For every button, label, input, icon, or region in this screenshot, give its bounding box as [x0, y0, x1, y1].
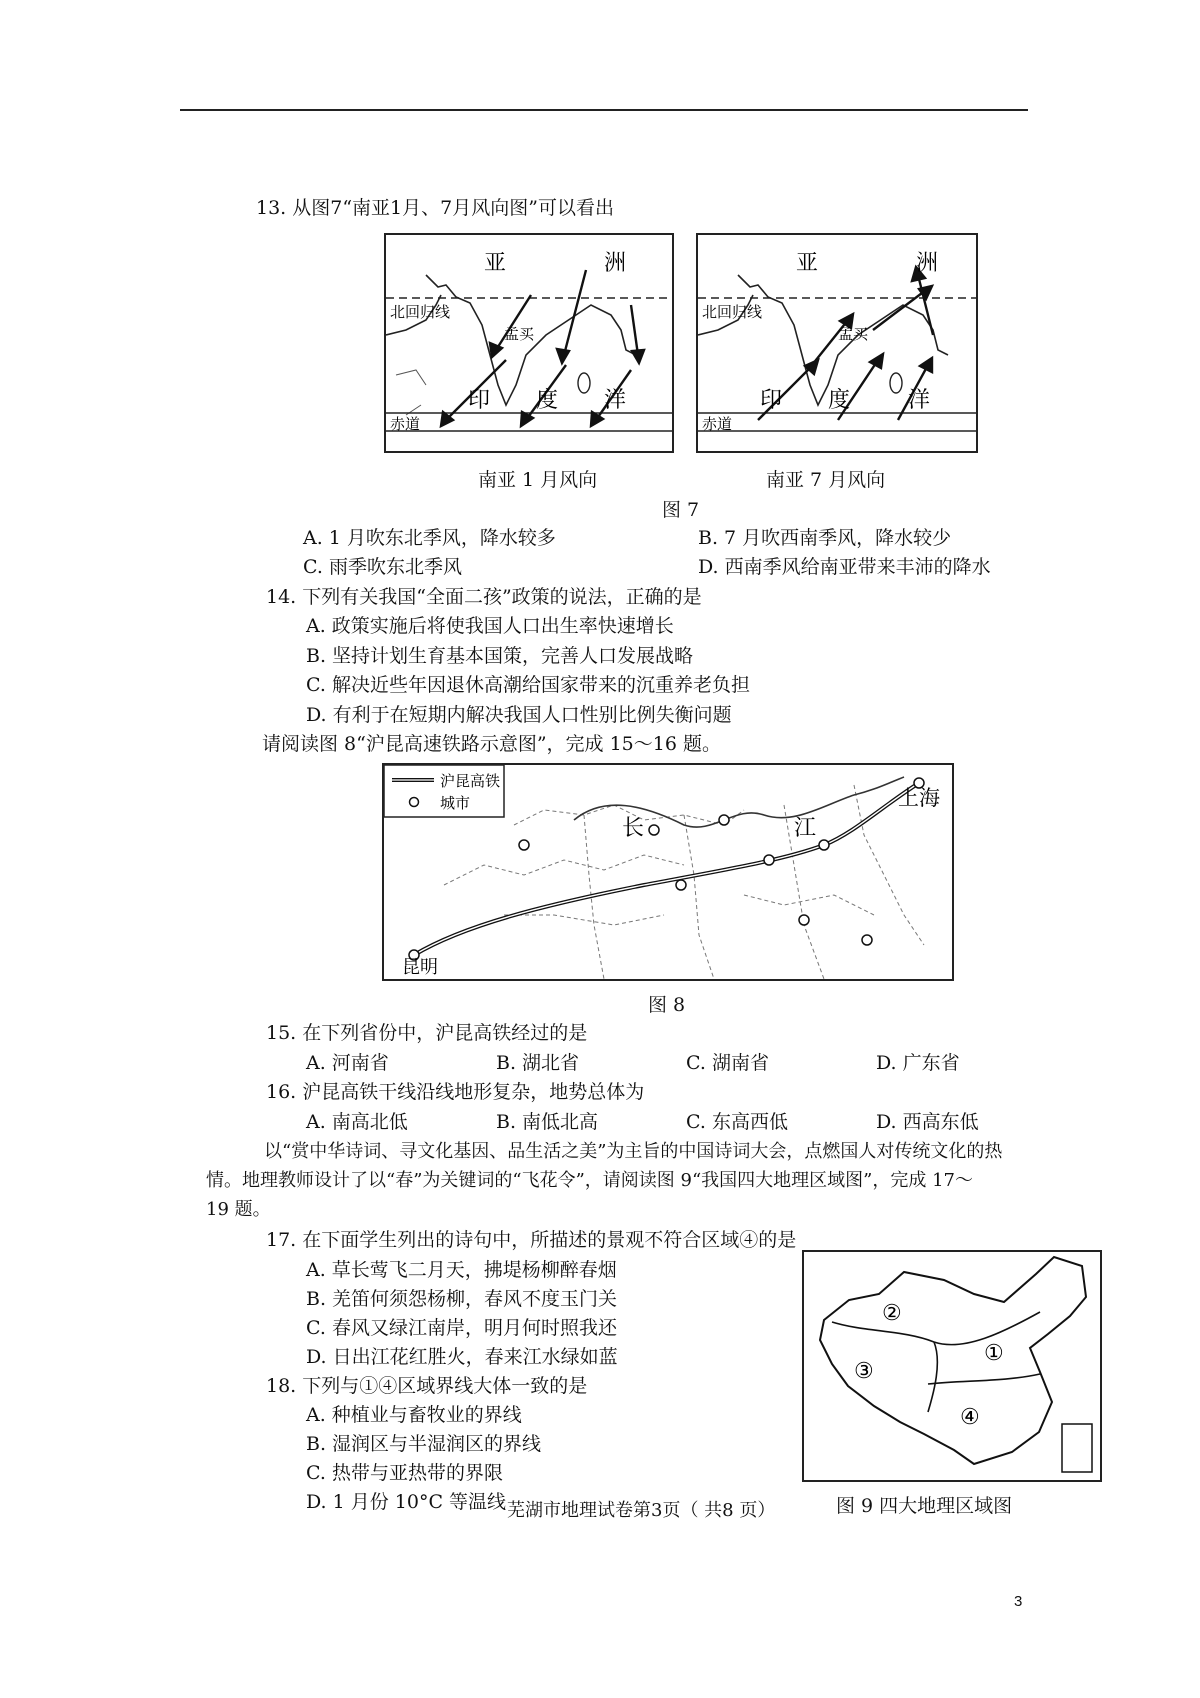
label-yang: 洋: [908, 388, 931, 413]
q13-option-a: A. 1 月吹东北季风，降水较多: [303, 527, 556, 549]
label-tropic: 北回归线: [702, 303, 763, 321]
intro-17-19-line1: 以“赏中华诗词、寻文化基因、品生活之美”为主旨的中国诗词大会，点燃国人对传统文化的热: [264, 1141, 1003, 1162]
map-jul-drawing: [698, 235, 976, 451]
caption-jul: 南亚 7 月风向: [766, 469, 886, 491]
q17-option-a: A. 草长莺飞二月天，拂堤杨柳醉春烟: [306, 1259, 617, 1281]
map-jan: [384, 233, 674, 453]
label-equator: 赤道: [390, 415, 421, 433]
map-jul: [696, 233, 978, 453]
boundary-plateau: [928, 1342, 937, 1412]
q14-option-b: B. 坚持计划生育基本国策，完善人口发展战略: [306, 645, 694, 667]
label-zhou: 洲: [916, 251, 939, 276]
page-footer: 芜湖市地理试卷第3页（ 共8 页）: [507, 1500, 776, 1521]
label-yang: 洋: [604, 388, 627, 413]
legend-city-label: 城市: [440, 794, 471, 812]
label-city: 孟买: [504, 325, 535, 343]
q18-option-d: D. 1 月份 10°C 等温线: [306, 1491, 507, 1513]
south-sea-inset: [1062, 1424, 1092, 1472]
q15-option-c: C. 湖南省: [686, 1052, 769, 1074]
label-chang: 长: [622, 816, 645, 841]
intro-15-16: 请阅读图 8“沪昆高速铁路示意图”，完成 15～16 题。: [262, 733, 721, 755]
q17-option-b: B. 羌笛何须怨杨柳，春风不度玉门关: [306, 1288, 618, 1310]
region-4-label: ④: [960, 1405, 980, 1430]
map-china-four-regions: [802, 1250, 1102, 1482]
q18-option-a: A. 种植业与畜牧业的界线: [306, 1404, 522, 1426]
q18-option-b: B. 湿润区与半湿润区的界线: [306, 1433, 542, 1455]
q14-option-d: D. 有利于在短期内解决我国人口性别比例失衡问题: [306, 704, 732, 726]
fig9-caption: 图 9 四大地理区域图: [836, 1495, 1013, 1517]
q17-option-c: C. 春风又绿江南岸，明月何时照我还: [306, 1317, 617, 1339]
q13-stem: 13. 从图7“南亚1月、7月风向图”可以看出: [256, 197, 614, 219]
fig9-drawing: [804, 1252, 1100, 1480]
q17-option-d: D. 日出江花红胜火，春来江水绿如蓝: [306, 1346, 618, 1368]
page-number: 3: [1014, 1593, 1023, 1610]
q13-option-b: B. 7 月吹西南季风，降水较少: [698, 527, 952, 549]
label-kunming: 昆明: [402, 957, 438, 978]
region-3-label: ③: [854, 1359, 874, 1384]
label-jiang: 江: [794, 816, 817, 841]
label-shanghai: 上海: [898, 786, 940, 810]
q14-stem: 14. 下列有关我国“全面二孩”政策的说法，正确的是: [266, 586, 702, 608]
q16-option-b: B. 南低北高: [496, 1111, 599, 1133]
label-tropic: 北回归线: [390, 303, 451, 321]
sri-lanka-shape: [890, 373, 902, 393]
label-du: 度: [536, 388, 559, 413]
q14-option-c: C. 解决近些年因退休高潮给国家带来的沉重养老负担: [306, 674, 750, 696]
intro-17-19-line2: 情。地理教师设计了以“春”为关键词的“飞花令”，请阅读图 9“我国四大地理区域图”，完成 17～: [206, 1170, 974, 1191]
q18-stem: 18. 下列与①④区域界线大体一致的是: [266, 1375, 588, 1397]
q14-option-a: A. 政策实施后将使我国人口出生率快速增长: [306, 615, 674, 637]
q13-option-c: C. 雨季吹东北季风: [303, 556, 462, 578]
q15-stem: 15. 在下列省份中，沪昆高铁经过的是: [266, 1022, 588, 1044]
sri-lanka-shape: [578, 373, 590, 393]
q18-option-c: C. 热带与亚热带的界限: [306, 1462, 503, 1484]
map-shanghai-kunming-railway: [382, 763, 954, 981]
label-zhou: 洲: [604, 251, 627, 276]
q16-option-c: C. 东高西低: [686, 1111, 788, 1133]
q13-option-d: D. 西南季风给南亚带来丰沛的降水: [698, 556, 991, 578]
label-yin: 印: [760, 388, 783, 413]
boundary-north: [832, 1312, 1040, 1345]
region-1-label: ①: [984, 1341, 1004, 1366]
q15-option-a: A. 河南省: [306, 1052, 389, 1074]
intro-17-19-line3: 19 题。: [206, 1199, 271, 1220]
q16-option-a: A. 南高北低: [306, 1111, 408, 1133]
top-rule: [180, 109, 1028, 111]
map-jan-drawing: [386, 235, 672, 451]
q15-option-d: D. 广东省: [876, 1052, 960, 1074]
q16-stem: 16. 沪昆高铁干线沿线地形复杂，地势总体为: [266, 1081, 645, 1103]
legend-rail-label: 沪昆高铁: [440, 772, 501, 790]
label-asia: 亚: [484, 251, 507, 276]
label-du: 度: [828, 388, 851, 413]
label-equator: 赤道: [702, 415, 733, 433]
label-yin: 印: [468, 388, 491, 413]
fig8-drawing: [384, 765, 952, 979]
boundary-qinling: [928, 1374, 1040, 1384]
q15-option-b: B. 湖北省: [496, 1052, 580, 1074]
legend-city-symbol: [410, 798, 419, 807]
fig8-label: 图 8: [648, 994, 686, 1016]
q17-stem: 17. 在下面学生列出的诗句中，所描述的景观不符合区域④的是: [266, 1229, 797, 1251]
region-2-label: ②: [882, 1301, 902, 1326]
label-asia: 亚: [796, 251, 819, 276]
fig7-label: 图 7: [662, 499, 700, 521]
label-city: 孟买: [838, 325, 869, 343]
q16-option-d: D. 西高东低: [876, 1111, 979, 1133]
caption-jan: 南亚 1 月风向: [478, 469, 598, 491]
